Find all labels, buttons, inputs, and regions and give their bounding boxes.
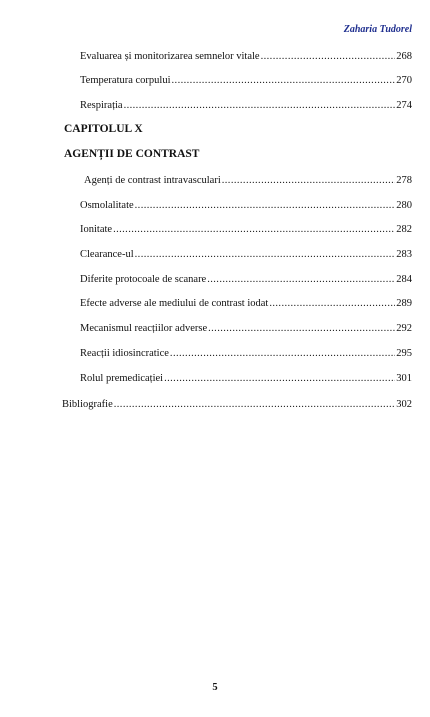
toc-leader-dots xyxy=(207,273,395,287)
toc-entry-page: 280 xyxy=(396,200,412,211)
toc-entry-label: Bibliografie xyxy=(62,399,113,410)
chapter-number: CAPITOLUL X xyxy=(64,123,143,135)
toc-entry xyxy=(80,248,412,262)
toc-entry-label: Evaluarea și monitorizarea semnelor vitale xyxy=(80,51,260,62)
toc-entry xyxy=(80,99,412,113)
toc-entry xyxy=(80,50,412,64)
toc-entry-bibliography xyxy=(62,398,412,412)
toc-entry-label: Osmolalitate xyxy=(80,200,134,211)
toc-entry xyxy=(80,199,412,213)
toc-entry-page: 278 xyxy=(396,175,412,186)
toc-entry-page: 289 xyxy=(396,298,412,309)
toc-leader-dots xyxy=(172,74,396,88)
toc-entry-page: 283 xyxy=(396,249,412,260)
toc-entry-page: 268 xyxy=(396,51,412,62)
toc-entry-label: Agenți de contrast intravasculari xyxy=(84,175,221,186)
chapter-title: AGENȚII DE CONTRAST xyxy=(64,148,200,160)
toc-entry-page: 292 xyxy=(396,323,412,334)
toc-entry-label: Ionitate xyxy=(80,224,113,235)
toc-entry-label: Mecanismul reacțiilor adverse xyxy=(80,323,208,334)
toc-entry-label: Rolul premedicației xyxy=(80,373,164,384)
toc-leader-dots xyxy=(261,50,396,64)
toc-entry-label: Clearance-ul xyxy=(80,249,134,260)
toc-entry-label: Temperatura corpului xyxy=(80,75,171,86)
toc-leader-dots xyxy=(114,398,396,412)
toc-entry xyxy=(80,74,412,88)
toc-entry-label: Reacții idiosincratice xyxy=(80,348,169,359)
toc-leader-dots xyxy=(269,297,395,311)
toc-leader-dots xyxy=(124,99,396,113)
toc-leader-dots xyxy=(222,174,396,188)
running-header-author: Zaharia Tudorel xyxy=(343,24,412,35)
toc-leader-dots xyxy=(170,347,395,361)
toc-entry xyxy=(80,347,412,361)
toc-leader-dots xyxy=(164,372,395,386)
page-number: 5 xyxy=(212,682,218,693)
toc-entry xyxy=(84,174,412,188)
toc-entry xyxy=(80,273,412,287)
toc-entry-page: 270 xyxy=(396,75,412,86)
toc-entry xyxy=(80,297,412,311)
toc-entry xyxy=(80,223,412,237)
toc-leader-dots xyxy=(113,223,395,237)
toc-entry xyxy=(80,322,412,336)
toc-entry-page: 284 xyxy=(396,274,412,285)
toc-leader-dots xyxy=(135,248,396,262)
toc-leader-dots xyxy=(135,199,396,213)
toc-entry-label: Respirația xyxy=(80,100,123,111)
toc-entry-page: 274 xyxy=(396,100,412,111)
toc-entry-label: Diferite protocoale de scanare xyxy=(80,274,207,285)
toc-entry-page: 301 xyxy=(396,373,412,384)
toc-entry-page: 295 xyxy=(396,348,412,359)
toc-entry-page: 282 xyxy=(396,224,412,235)
toc-leader-dots xyxy=(208,322,395,336)
toc-entry-label: Efecte adverse ale mediului de contrast iodat xyxy=(80,298,269,309)
toc-entry xyxy=(80,372,412,386)
toc-entry-page: 302 xyxy=(396,399,412,410)
